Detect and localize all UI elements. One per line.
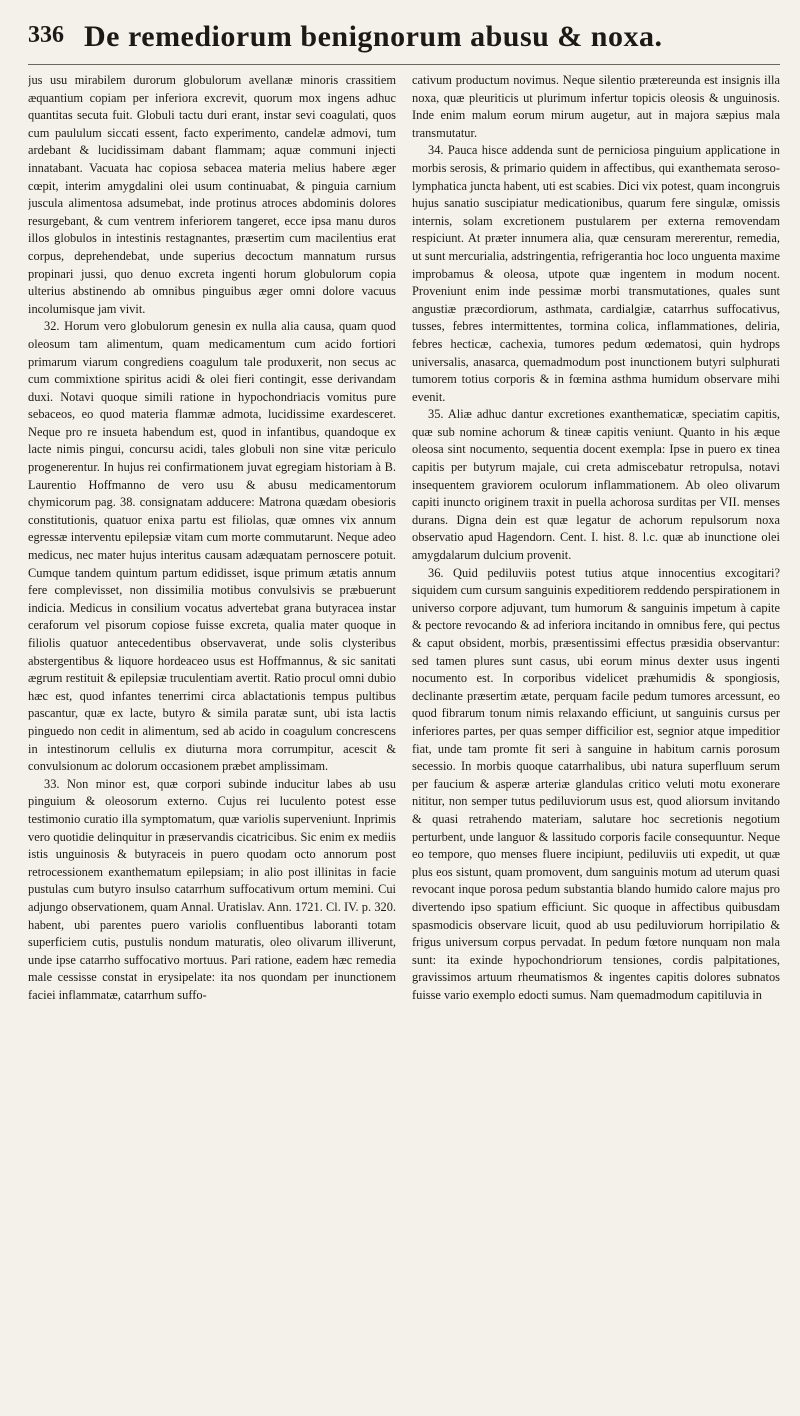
header-rule	[28, 64, 780, 65]
paragraph-35: 35. Aliæ adhuc dantur excretiones exanthematicæ, speciatim capitis, quæ sub nomine achorum & tineæ capitis veniunt. Quanto in his æque oleosa sint nocumento, sequentia docent exempla: Ipse in puero ex tinea capitis per butyrum majale, cui creta admiscebatur retropulsa, notavi insequentem graviorem oculorum inflammationem. Ab oleo olivarum capiti inuncto originem traxit in puella achorosa surditas per VII. menses durans. Digna dein est quæ legatur de achorum repulsorum noxa observatio apud Hagendorn. Cent. I. hist. 8. l.c. quæ ab inunctione olei amygdalarum dulcium provenit.	[412, 407, 780, 563]
page-number: 336	[28, 22, 64, 48]
paragraph-34: 34. Pauca hisce addenda sunt de perniciosa pinguium applicatione in morbis serosis, & primario quidem in affectibus, qui exanthemata seroso-lymphatica juncta habent, uti est scabies. Dici vix potest, quam incongruis hujus sanatio suscipiatur medicationibus, quarum fere singulæ, omissis internis, solam excretionem pustularem per externa removendam respiciunt. At præter innumera alia, quæ censuram mererentur, remedia, ut sunt mercurialia, adstringentia, refrigerantia hoc loco unguenta maxime improbamus & oleosa, utpote quæ ingentem in modum nocent. Proveniunt enim inde pessimæ morbi transmutationes, quales sunt angustiæ præcordiorum, asthmata, cardialgiæ, catarrhus suffocativus, tusses, febres intermittentes, tormina colica, inflammationes, deliria, febres hecticæ, cachexia, tumores pedum œdematosi, quin hydrops universalis, anasarca, quemadmodum post inunctionem butyri sulphurati tumorem totius corporis & in fœmina asthma humidum observare mihi evenit.	[412, 143, 780, 404]
left-column	[28, 72, 396, 1408]
paragraph-32: 32. Horum vero globulorum genesin ex nulla alia causa, quam quod oleosum tam alimentum, quam medicamentum cum acido fortiori primarum viarum congrediens coagulum tale produxerit, non secus ac cum commixtione spiritus acidi & olei fieri contingit, esse derivandam duxi. Notavi quoque simili ratione in hypochondriacis vomitus pure sebaceos, eo quod materia flammæ admota, lucidissime exardesceret. Neque pro re insueta habendum est, quod in infantibus, quandoque ex lacte nimis pingui, concursu acidi, tales globuli non sine vitæ periculo progenerentur. In hujus rei confirmationem juvat egregiam historiam à B. Laurentio Hoffmanno de vero usu & abusu medicamentorum chymicorum pag. 38. consignatam adducere: Matrona quædam obesioris constitutionis, quatuor enixa partu est filiolas, quæ omnes vix annum egressæ interventu epilepsiæ vitam cum morte commutarunt. Neque adeo medicus, nec mater hujus interitus causam adæquatam pernoscere potuit. Cumque tandem quintum partum edidisset, isque primum ætatis annum fere complevisset, non dissimilia motibus convulsivis se præbuerunt indicia. Medicus in consilium vocatus advertebat grana butyracea instar ceraforum vel pisorum copiose fuisse excreta, qualia mater quoque in filiolis quatuor antecedentibus observaverat, unde solis clysteribus abstergentibus & liquore hordeaceo usus est Hoffmannus, & sic sanitati ægrum restituit & epilepsiæ truculentiam avertit. Ratio procul omni dubio hæc est, quod infantes tenerrimi circa ablactationis tempus pultibus pascantur, quæ ex lacte, butyro & simila paratæ sunt, ubi ista lactis pinguedo non cedit in alimentum, sed ab acido in coagulum concrescens in intestinorum cellulis ex diuturna mora corrumpitur, acescit & convulsionum ac dolorum occasionem præbet amplissimam.	[28, 319, 396, 774]
page-header	[28, 20, 780, 64]
right-column	[412, 72, 780, 1408]
paragraph-36: 36. Quid pediluviis potest tutius atque innocentius excogitari? siquidem cum cursum sanguinis expeditiorem reddendo perspirationem in universo corpore adjuvant, tum humorum & sanguinis impetum à capite & pectore revocando & ad inferiora incitando in omnibus fere, qui pectus & caput obsident, morbis, præsentissimi effectus præsidia observantur: sed tamen plures sunt casus, ubi eorum minus dexter usus ingenti nocumento est. In corporibus videlicet præhumidis & spongiosis, declinante præsertim ætate, perquam facile pedum tumores arcessunt, eo quod fibrarum tonum nimis relaxando efficiunt, ut sanguinis cursus per inferiores partes, per quas semper difficilior est, segnior atque impeditior fiat, unde tam promte fit seri à sanguine in habitum carnis porosum secessio. In morbis quoque catarrhalibus, ubi natura superfluum serum per faucium & asperæ arteriæ glandulas critico veluti motu exonerare nititur, non semper tutus pediluviorum usus est, quod aliorsum invitando & quasi retrahendo materiam, salutare hoc secretionis negotium perturbent, unde languor & lassitudo corporis facile consequuntur. Neque eo tempore, quo menses fluere incipiunt, pediluviis uti expedit, ut quæ plus eos sistunt, quam promovent, dum sanguinis motum ad uterum quasi revocant inque porosa pedum substantia blando humido calore majus pro divertendo ipso spatium efficiunt. Sic quoque in affectibus quibusdam spasmodicis observare licuit, quod ab usu pediluviorum horripilatio & frigus universum corpus pervadat. In pedum fœtore nunquam non mala sunt: ita exinde hypochondriorum tensiones, cordis palpitationes, gravissimos artuum rheumatismos & ingentes capitis dolores subnatos fuisse vario exemplo edocti sumus. Nam quemadmodum capitiluvia in	[412, 565, 780, 1002]
paragraph-continued: jus usu mirabilem durorum globulorum avellanæ minoris crassitiem æquantium copiam per inferiora excrevit, quorum mox ingens adhuc quantitas secuta fuit. Globuli tactu duri erant, instar sevi coagulati, quos cum paululum siccati essent, facto experimento, candelæ admovi, tum ardebant & lucidissimam dabant flammam; aquæ communi injecti innatabant. Vacuata hac copiosa sebacea materia melius habere æger cœpit, interim amygdalini olei usum continuabat, & pinguia carnium juscula alimentosa adsumebat, inde protinus atroces abdominis dolores resurgebant, & cum ventrem inferiorem tangeret, ecce ipsa manu duros illos globulos in intestinis restagnantes, præsertim cum macilentius erat corpus, deprehendebat, unde superius decoctum mannatum rursus propinari jussi, quo denuo excreta ingenti horum globulorum copia ulterius abstinendo ab omnibus pinguibus æger omni dolore vacuus incolumisque jam vivit.	[28, 73, 396, 316]
running-title: De remediorum benignorum abusu & noxa.	[84, 20, 663, 53]
paragraph-33-continued: cativum productum novimus. Neque silentio prætereunda est insignis illa noxa, quæ pleuriticis ut plurimum infertur topicis oleosis & unguinosis. Inde enim malum eorum mirum augetur, aut in majora sæpius mala transmutatur.	[412, 73, 780, 140]
paragraph-33: 33. Non minor est, quæ corpori subinde inducitur labes ab usu pinguium & oleosorum externo. Cujus rei luculento potest esse testimonio curatio illa symptomatum, quæ variolis superveniunt. Inprimis vero quotidie delinquitur in præservandis cicatricibus. Sic enim ex mediis istis unguinosis & butyraceis in puero quodam octo annorum post retrocessionem exanthematum epilepsiam; in alio post illinitas in facie pustulas cum butyro insulso catarrhum suffocativum ortum memini. Cui adjungo observationem, quam Annal. Uratislav. Ann. 1721. Cl. IV. p. 320. habent, ubi parentes puero variolis confluentibus laboranti totam superficiem cutis, pustulis nondum maturatis, oleo olivarum illiverunt, unde ipse catarrho suffocativo mortuus. Pari ratione, eadem hæc remedia male cessisse constat in erysipelate: ita nos quondam per inunctionem faciei inflammatæ, catarrhum suffo-	[28, 776, 396, 1002]
